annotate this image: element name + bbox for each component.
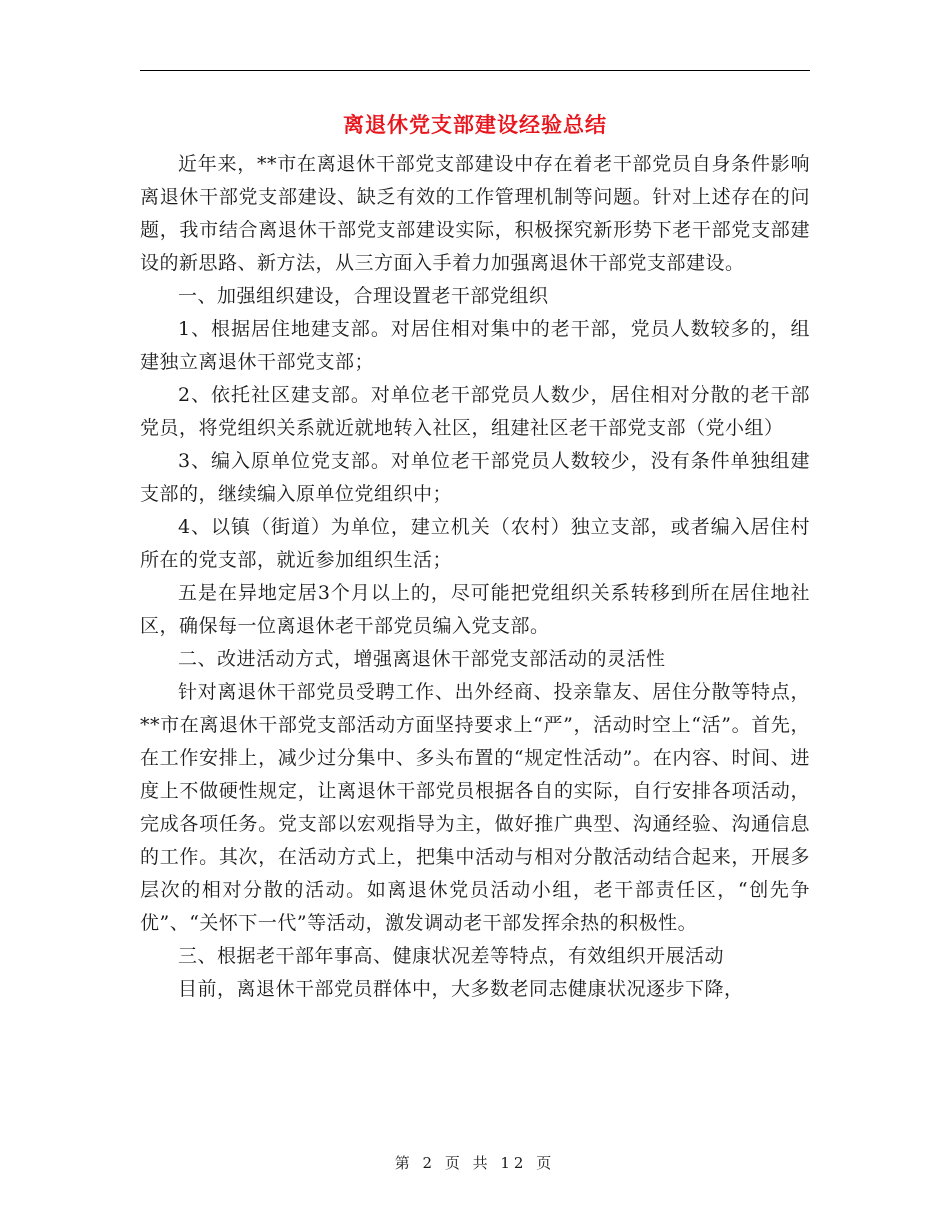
paragraph-item-5: 五是在异地定居3个月以上的，尽可能把党组织关系转移到所在居住地社区，确保每一位离退休老干部党员编入党支部。 — [140, 582, 810, 637]
section-heading-1: 一、加强组织建设，合理设置老干部党组织 — [178, 285, 549, 307]
paragraph-item-3: 3、编入原单位党支部。对单位老干部党员人数较少，没有条件单独组建支部的，继续编入原单位党组织中； — [140, 450, 810, 505]
page-number-footer: 第 2 页 共 12 页 — [394, 1154, 556, 1172]
paragraph-health: 目前，离退休干部党员群体中，大多数老同志健康状况逐步下降， — [178, 978, 744, 1000]
header-rule — [140, 70, 810, 71]
document-title: 离退休党支部建设经验总结 — [343, 112, 607, 137]
section-heading-3: 三、根据老干部年事高、健康状况差等特点，有效组织开展活动 — [178, 945, 725, 967]
paragraph-item-1: 1、根据居住地建支部。对居住相对集中的老干部，党员人数较多的，组建独立离退休干部党支部； — [140, 318, 810, 373]
paragraph-item-4: 4、以镇（街道）为单位，建立机关（农村）独立支部，或者编入居住村所在的党支部，就近参加组织生活； — [140, 516, 810, 571]
paragraph-activities: 针对离退休干部党员受聘工作、出外经商、投亲靠友、居住分散等特点，**市在离退休干部党支部活动方面坚持要求上“严”，活动时空上“活”。首先，在工作安排上，减少过分集中、多头布置的“规定性活动”。在内容、时间、进度上不做硬性规定，让离退休干部党员根据各自的实际，自行安排各项活动，完成各项任务。党支部以宏观指导为主，做好推广典型、沟通经验、沟通信息的工作。其次，在活动方式上，把集中活动与相对分散活动结合起来，开展多层次的相对分散的活动。如离退休党员活动小组，老干部责任区，“创先争优”、“关怀下一代”等活动，激发调动老干部发挥余热的积极性。 — [140, 681, 810, 934]
document-body — [140, 148, 810, 1006]
section-heading-2: 二、改进活动方式，增强离退休干部党支部活动的灵活性 — [178, 648, 666, 670]
paragraph-item-2: 2、依托社区建支部。对单位老干部党员人数少，居住相对分散的老干部党员，将党组织关系就近就地转入社区，组建社区老干部党支部（党小组） — [140, 384, 810, 439]
paragraph-intro: 近年来，**市在离退休干部党支部建设中存在着老干部党员自身条件影响离退休干部党支部建设、缺乏有效的工作管理机制等问题。针对上述存在的问题，我市结合离退休干部党支部建设实际，积极探究新形势下老干部党支部建设的新思路、新方法，从三方面入手着力加强离退休干部党支部建设。 — [140, 153, 810, 274]
